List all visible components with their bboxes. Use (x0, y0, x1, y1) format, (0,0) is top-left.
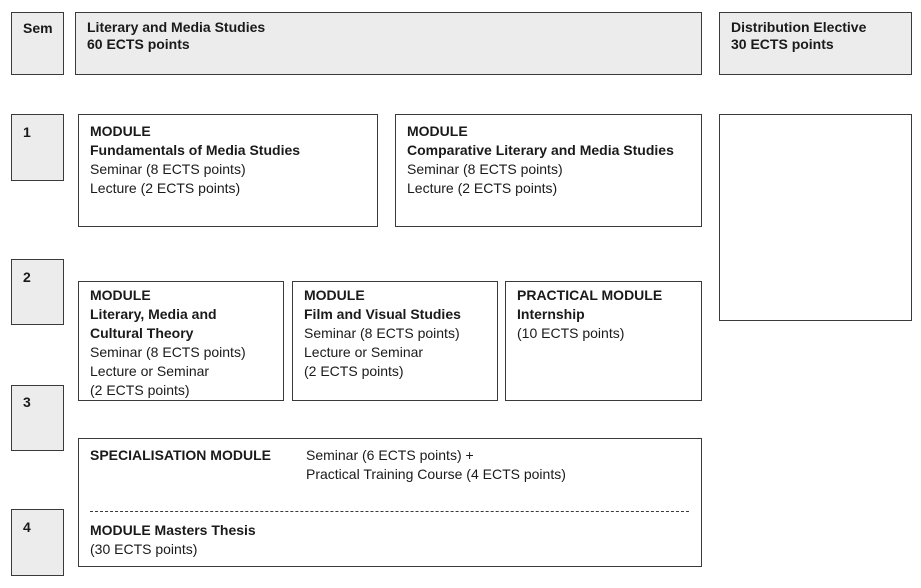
module-literary-media-cultural-theory (78, 281, 284, 401)
main-program-title: Literary and Media Studies (87, 19, 266, 35)
module-detail: Seminar (8 ECTS points) (90, 344, 246, 360)
semester-3-cell (11, 385, 64, 451)
module-detail: Seminar (6 ECTS points) + (306, 447, 474, 463)
module-comparative-literary-media-studies (395, 114, 702, 227)
module-title: Comparative Literary and Media Studies (407, 142, 674, 158)
module-detail: Seminar (8 ECTS points) (407, 161, 563, 177)
module-title: Film and Visual Studies (304, 306, 461, 322)
module-kind-label: MODULE (90, 287, 151, 303)
module-detail: (30 ECTS points) (90, 541, 198, 557)
module-kind-label: MODULE (90, 123, 151, 139)
module-detail: Seminar (8 ECTS points) (90, 161, 246, 177)
semester-4-label: 4 (23, 519, 31, 535)
elective-area (719, 114, 912, 321)
main-program-points: 60 ECTS points (87, 36, 190, 52)
elective-title: Distribution Elective (731, 19, 867, 35)
dashed-divider (90, 511, 689, 512)
module-detail: Lecture (2 ECTS points) (407, 180, 558, 196)
module-detail: Seminar (8 ECTS points) (304, 325, 460, 341)
module-detail: (10 ECTS points) (517, 325, 625, 341)
semester-1-label: 1 (23, 124, 31, 140)
sem-header-cell (11, 12, 64, 75)
module-specialisation-and-thesis (78, 438, 702, 567)
module-detail: (2 ECTS points) (304, 363, 404, 379)
module-kind-label: MODULE (304, 287, 365, 303)
semester-4-cell (11, 509, 64, 576)
elective-points: 30 ECTS points (731, 36, 834, 52)
module-film-visual-studies (292, 281, 498, 401)
main-program-header (75, 12, 702, 75)
module-detail: Practical Training Course (4 ECTS points) (306, 466, 566, 482)
module-title: Fundamentals of Media Studies (90, 142, 301, 158)
semester-2-cell (11, 259, 64, 325)
semester-3-label: 3 (23, 394, 31, 410)
module-kind-label: MODULE (407, 123, 468, 139)
module-detail: Lecture or Seminar (304, 344, 424, 360)
semester-1-cell (11, 114, 64, 181)
module-title: Cultural Theory (90, 325, 194, 341)
thesis-module-title: MODULE Masters Thesis (90, 522, 256, 538)
module-detail: (2 ECTS points) (90, 382, 190, 398)
module-title: Literary, Media and (90, 306, 217, 322)
module-practical-internship (505, 281, 702, 401)
module-fundamentals-media-studies (78, 114, 378, 227)
semester-2-label: 2 (23, 269, 31, 285)
elective-header (719, 12, 912, 75)
module-title: Internship (517, 306, 585, 322)
module-kind-label: PRACTICAL MODULE (517, 287, 663, 303)
specialisation-module-title: SPECIALISATION MODULE (90, 447, 271, 463)
sem-header-label: Sem (23, 20, 53, 36)
module-detail: Lecture or Seminar (90, 363, 210, 379)
module-detail: Lecture (2 ECTS points) (90, 180, 241, 196)
